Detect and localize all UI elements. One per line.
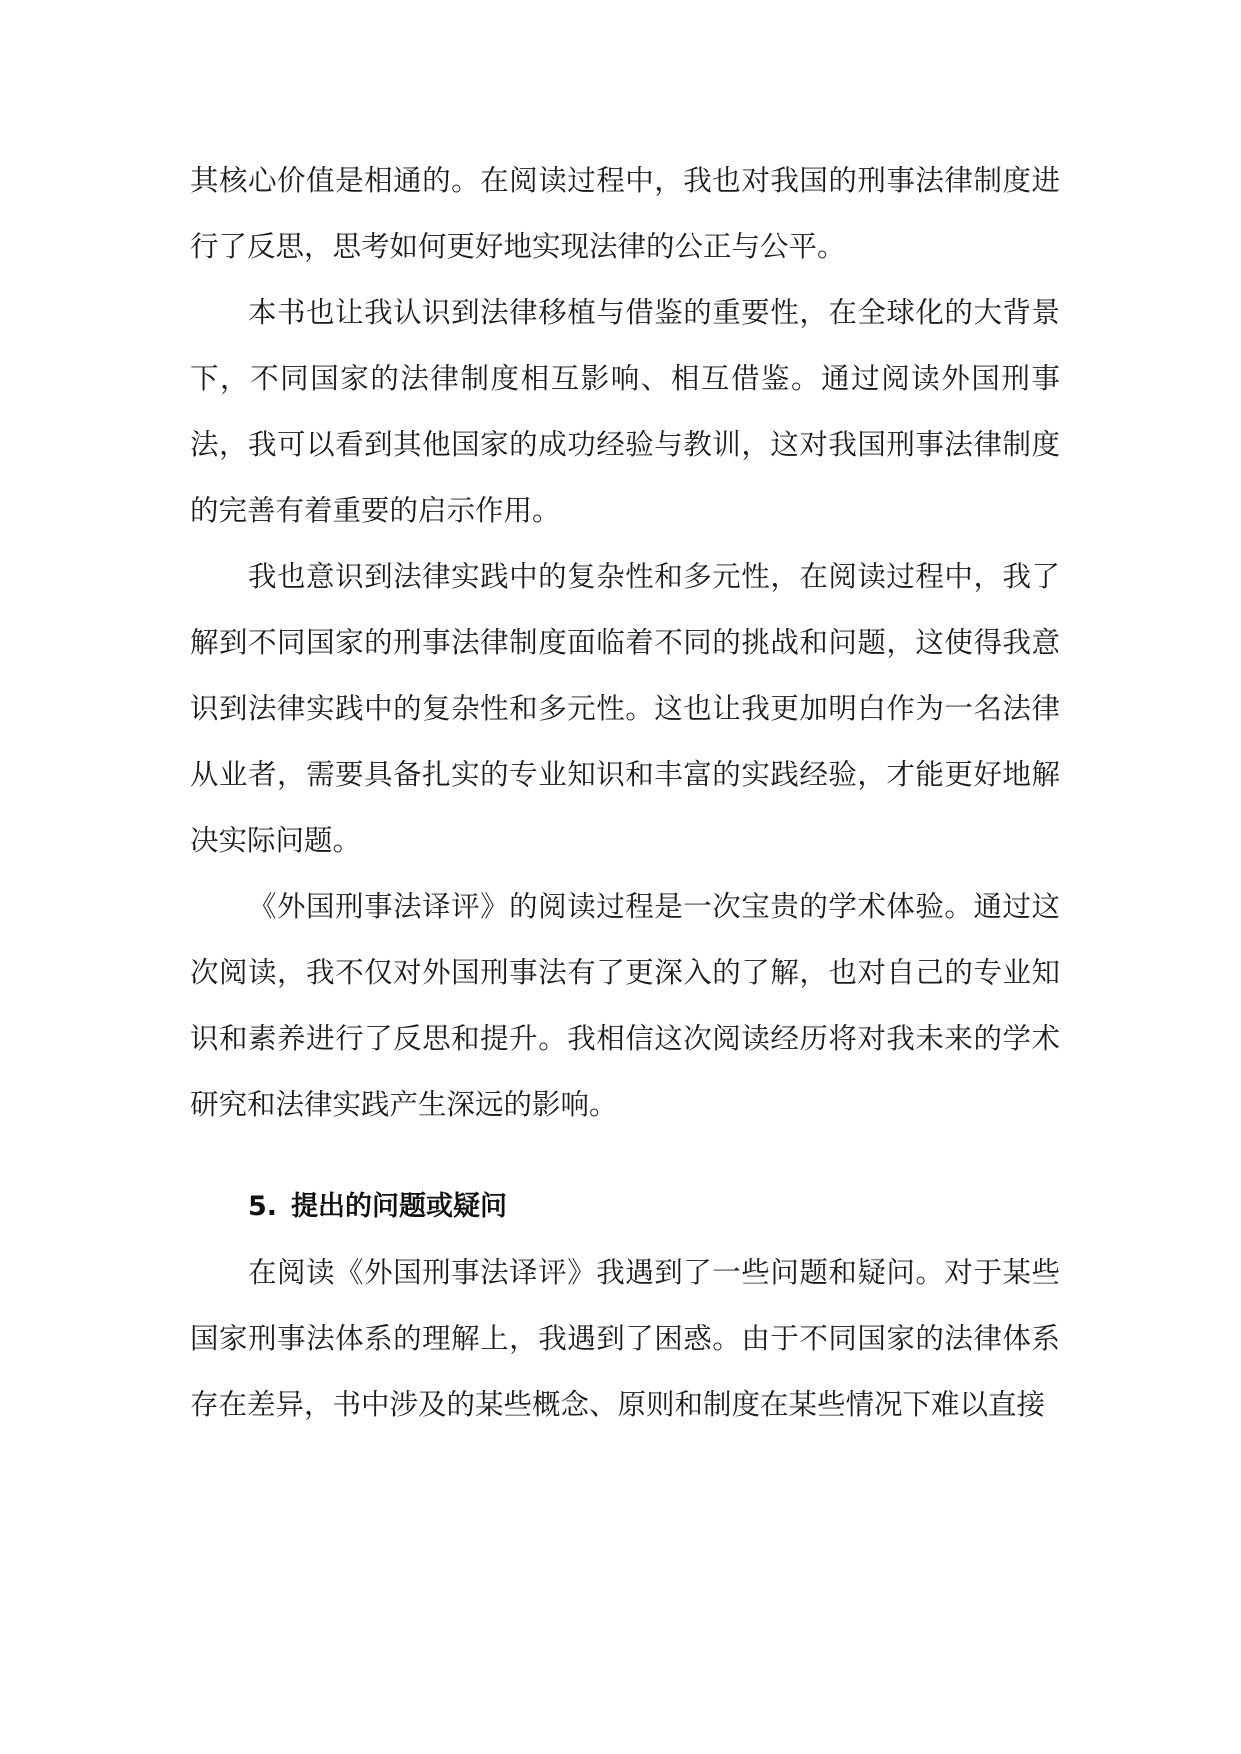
paragraph-legal-practice: 我也意识到法律实践中的复杂性和多元性，在阅读过程中，我了解到不同国家的刑事法律制度面临着不同的挑战和问题，这使得我意识到法律实践中的复杂性和多元性。这也让我更加明白作为一名法律从业者，需要具备扎实的专业知识和丰富的实践经验，才能更好地解决实际问题。 <box>190 560 1060 857</box>
paragraph-questions: 在阅读《外国刑事法译评》我遇到了一些问题和疑问。对于某些国家刑事法体系的理解上，我遇到了困惑。由于不同国家的法律体系存在差异，书中涉及的某些概念、原则和制度在某些情况下难以直接 <box>190 1256 1060 1421</box>
document-body <box>190 148 1060 1438</box>
paragraph-reading-summary: 《外国刑事法译评》的阅读过程是一次宝贵的学术体验。通过这次阅读，我不仅对外国刑事法有了更深入的了解，也对自己的专业知识和素养进行了反思和提升。我相信这次阅读经历将对我未来的学术研究和法律实践产生深远的影响。 <box>190 890 1060 1121</box>
section-number: 5. <box>248 1191 278 1222</box>
section-heading <box>190 1174 1060 1240</box>
section-title: 提出的问题或疑问 <box>291 1191 508 1222</box>
paragraph-continuation: 其核心价值是相通的。在阅读过程中，我也对我国的刑事法律制度进行了反思，思考如何更好地实现法律的公正与公平。 <box>190 164 1060 263</box>
paragraph-legal-transplant: 本书也让我认识到法律移植与借鉴的重要性，在全球化的大背景下，不同国家的法律制度相互影响、相互借鉴。通过阅读外国刑事法，我可以看到其他国家的成功经验与教训，这对我国刑事法律制度的完善有着重要的启示作用。 <box>190 296 1060 527</box>
